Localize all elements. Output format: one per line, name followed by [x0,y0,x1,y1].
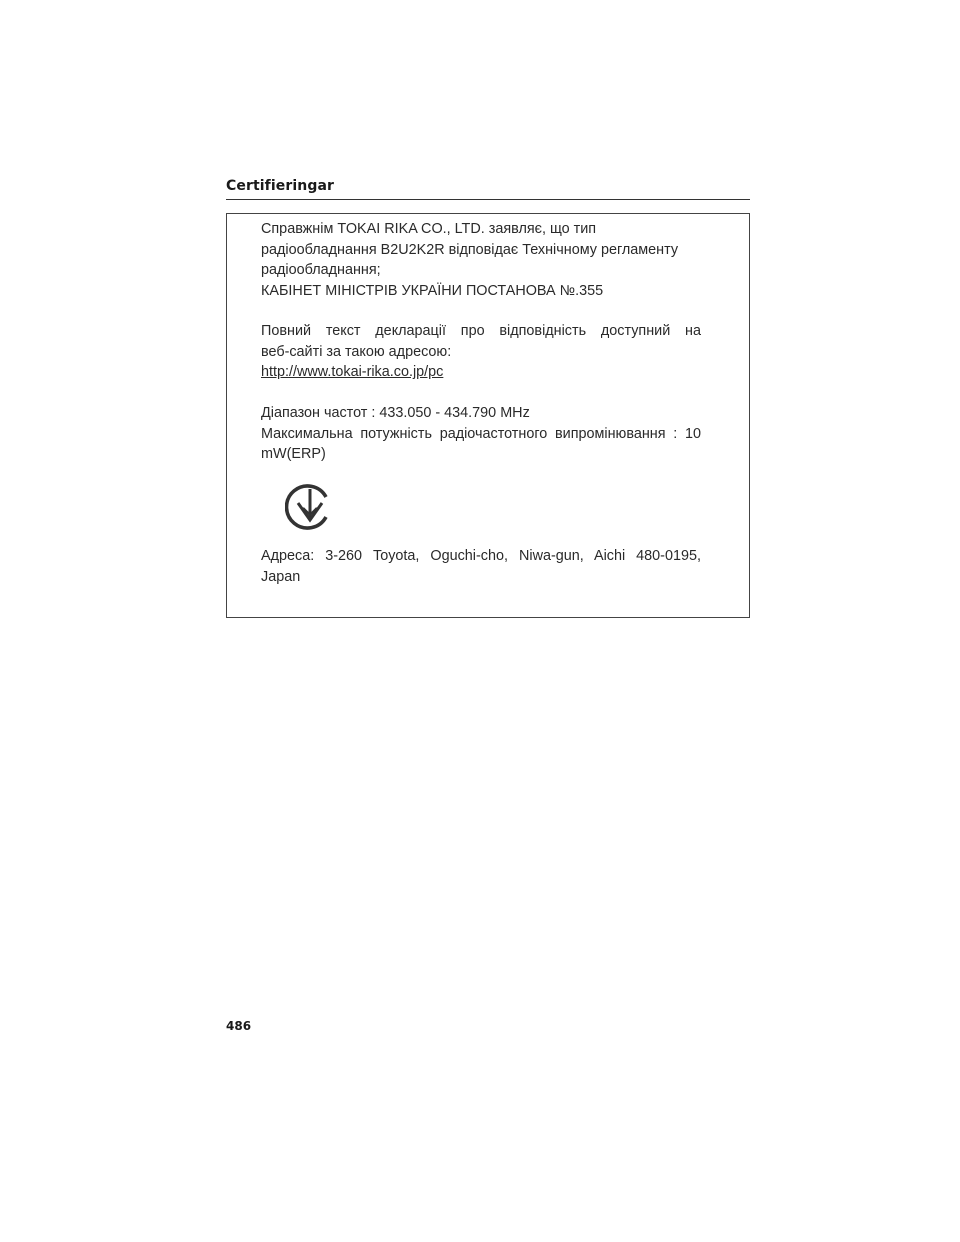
section-title: Certifieringar [226,178,334,194]
declaration-line-2: радіообладнання B2U2K2R відповідає Технічному регламенту [261,241,679,258]
address-line-2: Japan [261,568,301,585]
declaration-line-3: радіообладнання; [261,262,381,279]
max-power-line-1: Максимальна потужність радіочастотного випромінювання : 10 [261,425,701,442]
full-text-block [261,321,701,383]
specs-block [261,403,701,465]
declaration-url-link[interactable]: http://www.tokai-rika.co.jp/pc [261,364,444,381]
page-number: 486 [226,1019,252,1033]
certification-box [226,213,750,618]
address-line-1: Адреса: 3-260 Toyota, Oguchi-cho, Niwa-gun, Aichi 480-0195, [261,548,701,564]
declaration-block [261,219,701,301]
section-header [226,178,750,200]
declaration-line-4: КАБІНЕТ МІНІСТРІВ УКРАЇНИ ПОСТАНОВА №.355 [261,282,604,299]
full-text-line-1: Повний текст декларації про відповідність доступний на [261,323,701,339]
ukrainian-conformity-mark-icon [285,482,335,532]
address-block [261,546,701,587]
frequency-range: Діапазон частот : 433.050 - 434.790 MHz [261,405,530,421]
full-text-line-2: веб-сайті за такою адресою: [261,343,452,360]
max-power-line-2: mW(ERP) [261,446,326,463]
declaration-line-1: Справжнім TOKAI RIKA CO., LTD. заявляє, що тип [261,221,597,237]
